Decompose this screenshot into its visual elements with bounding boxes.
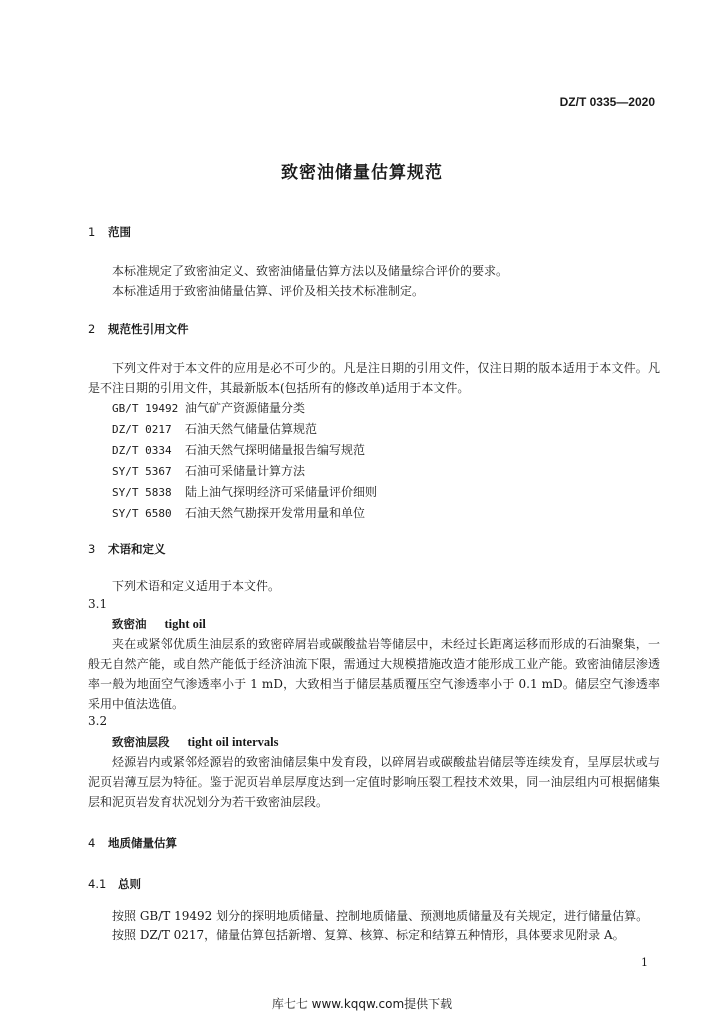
section-number: 1 (88, 225, 96, 239)
paragraph: 本标准规定了致密油定义、致密油储量估算方法以及储量综合评价的要求。 (112, 264, 509, 278)
section-heading-geological-reserves (88, 835, 177, 851)
subsection-number: 4.1 (88, 877, 107, 891)
paragraph: 按照 DZ/T 0217，储量估算包括新增、复算、核算、标定和结算五种情形，具体要求见附录 A。 (112, 928, 625, 942)
section-title: 术语和定义 (108, 542, 166, 556)
term-english: tight oil intervals (187, 735, 279, 749)
term-english: tight oil (164, 617, 206, 631)
term-number: 3.1 (88, 597, 108, 611)
term-chinese: 致密油 (112, 617, 147, 631)
reference-item (112, 419, 377, 440)
section-title: 范围 (108, 225, 131, 239)
reference-list (112, 398, 377, 524)
section-title: 规范性引用文件 (108, 322, 189, 336)
section-heading-terms-definitions (88, 541, 166, 557)
subsection-title: 总则 (118, 877, 141, 891)
reference-item (112, 461, 377, 482)
paragraph: 按照 GB/T 19492 划分的探明地质储量、控制地质储量、预测地质储量及有关规定，进行储量估算。 (112, 909, 649, 923)
section-number: 4 (88, 836, 96, 850)
paragraph: 下列术语和定义适用于本文件。 (112, 579, 281, 593)
reference-title: 石油天然气储量估算规范 (185, 422, 318, 436)
reference-item (112, 398, 377, 419)
section-heading-normative-references (88, 321, 189, 337)
term-definition: 烃源岩内或紧邻烃源岩的致密油储层集中发育段，以碎屑岩或碳酸盐岩储层等连续发育，呈厚层状或与泥页岩薄互层为特征。鉴于泥页岩单层厚度达到一定值时影响压裂工程技术效果，同一油层组内可根据储集层和泥页岩发育状况划分为若干致密油层段。 (88, 755, 660, 809)
section-title: 地质储量估算 (108, 836, 177, 850)
paragraph: 下列文件对于本文件的应用是必不可少的。凡是注日期的引用文件，仅注日期的版本适用于本文件。凡是不注日期的引用文件，其最新版本(包括所有的修改单)适用于本文件。 (88, 361, 660, 395)
term-chinese: 致密油层段 (112, 735, 170, 749)
reference-code: SY/T 5838 (112, 486, 172, 499)
reference-code: DZ/T 0334 (112, 444, 172, 457)
standard-number: DZ/T 0335—2020 (559, 95, 655, 109)
reference-code: SY/T 6580 (112, 507, 172, 520)
subsection-heading-general (88, 876, 141, 892)
reference-title: 石油天然气探明储量报告编写规范 (185, 443, 366, 457)
reference-code: SY/T 5367 (112, 465, 172, 478)
term-heading (112, 616, 206, 632)
reference-code: GB/T 19492 (112, 402, 179, 415)
section-number: 2 (88, 322, 96, 336)
page-title: 致密油储量估算规范 (281, 163, 443, 183)
page-number: 1 (641, 956, 648, 969)
reference-item (112, 482, 377, 503)
reference-title: 陆上油气探明经济可采储量评价细则 (185, 485, 378, 499)
term-definition: 夹在或紧邻优质生油层系的致密碎屑岩或碳酸盐岩等储层中，未经过长距离运移而形成的石油聚集，一般无自然产能，或自然产能低于经济油流下限，需通过大规模措施改造才能形成工业产能。致密油储层渗透率一般为地面空气渗透率小于 1 mD，大致相当于储层基质覆压空气渗透率小于 0.1 mD。储层空气渗透率采用中值法选值。 (88, 637, 660, 711)
reference-title: 石油可采储量计算方法 (185, 464, 306, 478)
reference-item (112, 440, 377, 461)
paragraph: 本标准适用于致密油储量估算、评价及相关技术标准制定。 (112, 284, 425, 298)
term-number: 3.2 (88, 714, 108, 728)
reference-code: DZ/T 0217 (112, 423, 172, 436)
term-heading (112, 734, 278, 750)
section-number: 3 (88, 542, 96, 556)
footer-download-notice: 库七七 www.kqqw.com提供下载 (271, 997, 453, 1011)
reference-item (112, 503, 377, 524)
section-heading-scope (88, 224, 131, 240)
reference-title: 石油天然气勘探开发常用量和单位 (185, 506, 366, 520)
reference-title: 油气矿产资源储量分类 (185, 401, 306, 415)
